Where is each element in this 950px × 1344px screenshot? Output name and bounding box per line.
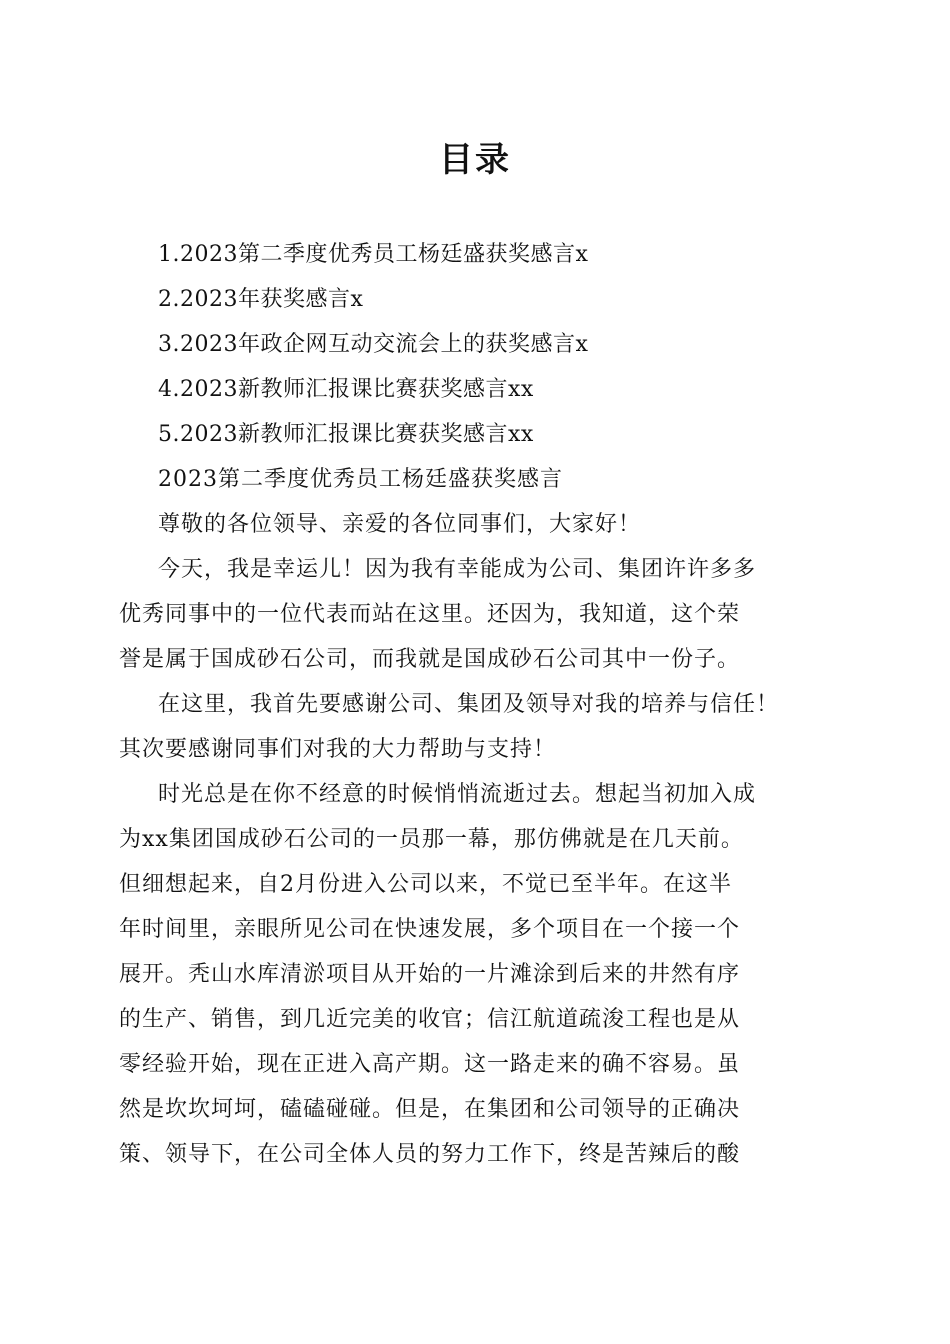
- paragraph-line: 但细想起来，自2月份进入公司以来，不觉已至半年。在这半: [119, 872, 732, 897]
- paragraph-line: 然是坎坎坷坷，磕磕碰碰。但是，在集团和公司领导的正确决: [119, 1097, 741, 1122]
- paragraph-line: 年时间里，亲眼所见公司在快速发展，多个项目在一个接一个: [119, 917, 741, 942]
- toc-item: 4.2023新教师汇报课比赛获奖感言xx: [158, 377, 534, 402]
- article-heading: 2023第二季度优秀员工杨廷盛获奖感言: [158, 467, 563, 492]
- article-body: [119, 457, 841, 1177]
- paragraph-line: 时光总是在你不经意的时候悄悄流逝过去。想起当初加入成: [158, 782, 757, 807]
- paragraph-line: 今天，我是幸运儿！因为我有幸能成为公司、集团许许多多: [158, 557, 757, 582]
- paragraph-line: 其次要感谢同事们对我的大力帮助与支持！: [119, 737, 557, 762]
- page-title: 目录: [439, 140, 511, 180]
- paragraph-line: 零经验开始，现在正进入高产期。这一路走来的确不容易。虽: [119, 1052, 741, 1077]
- toc-item: 2.2023年获奖感言x: [158, 287, 364, 312]
- paragraph-line: 策、领导下，在公司全体人员的努力工作下，终是苦辣后的酸: [119, 1142, 741, 1167]
- toc-item: 5.2023新教师汇报课比赛获奖感言xx: [158, 422, 534, 447]
- salutation: 尊敬的各位领导、亲爱的各位同事们，大家好！: [158, 512, 642, 537]
- paragraph-line: 在这里，我首先要感谢公司、集团及领导对我的培养与信任！: [158, 692, 780, 717]
- toc-item: 3.2023年政企网互动交流会上的获奖感言x: [158, 332, 589, 357]
- paragraph-line: 誉是属于国成砂石公司，而我就是国成砂石公司其中一份子。: [119, 647, 741, 672]
- toc-item: 1.2023第二季度优秀员工杨廷盛获奖感言x: [158, 242, 589, 267]
- paragraph-line: 展开。秃山水库清淤项目从开始的一片滩涂到后来的井然有序: [119, 962, 741, 987]
- paragraph-line: 优秀同事中的一位代表而站在这里。还因为，我知道，这个荣: [119, 602, 741, 627]
- table-of-contents: [158, 232, 858, 457]
- paragraph-line: 的生产、销售，到几近完美的收官；信江航道疏浚工程也是从: [119, 1007, 741, 1032]
- paragraph-line: 为xx集团国成砂石公司的一员那一幕，那仿佛就是在几天前。: [119, 827, 744, 852]
